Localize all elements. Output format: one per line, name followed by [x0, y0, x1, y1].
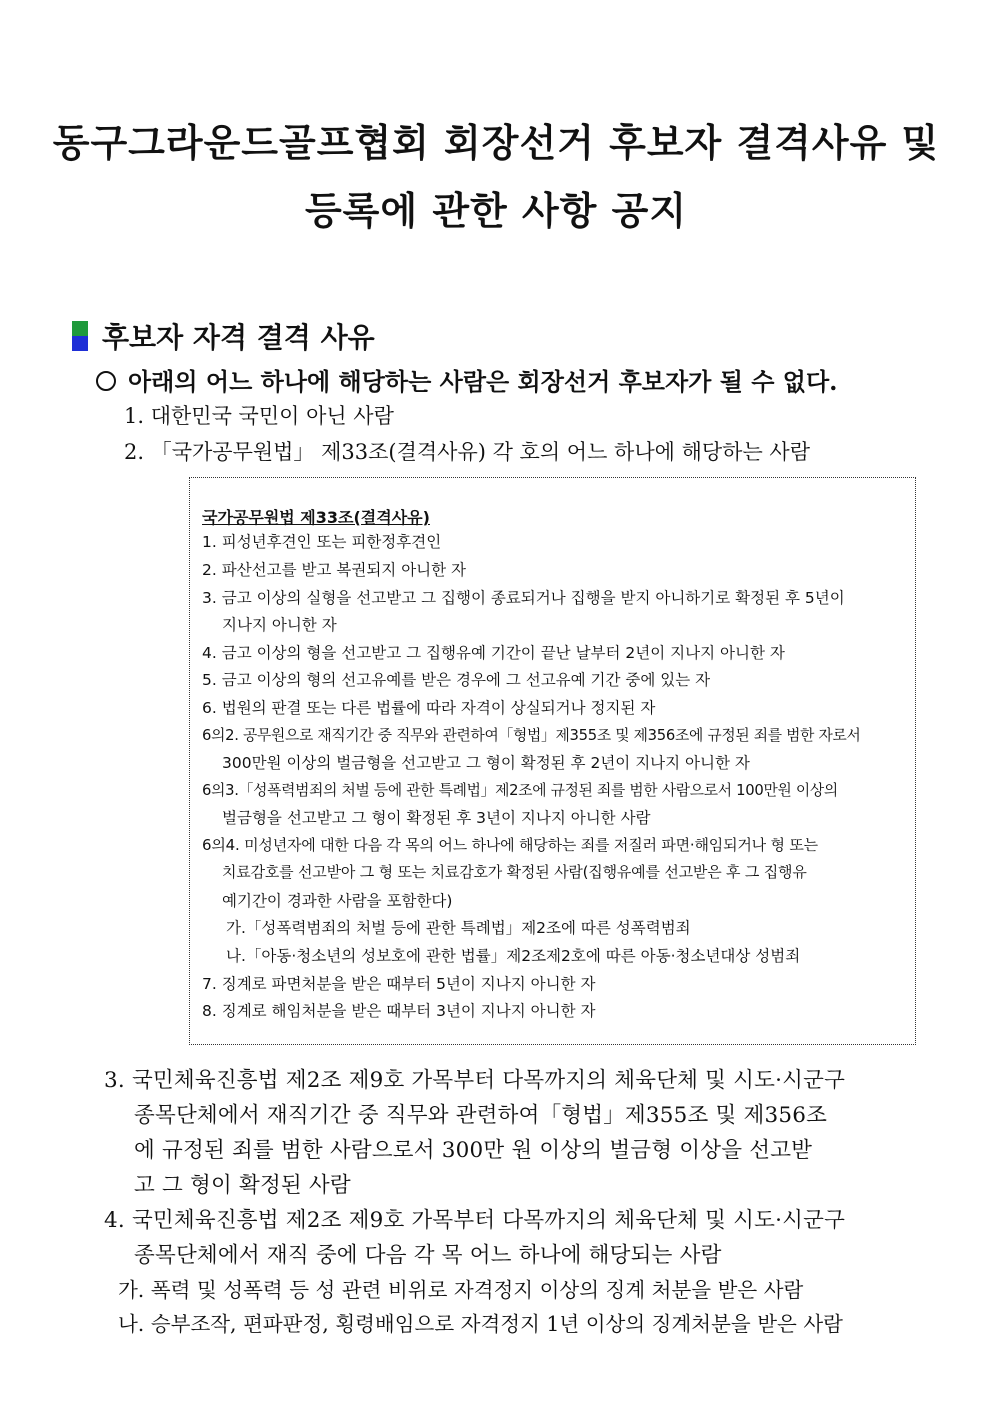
box-line: 4. 금고 이상의 형을 선고받고 그 집행유예 기간이 끝난 날부터 2년이 지나지 아니한 자	[202, 644, 785, 662]
box-line: 나.「아동·청소년의 성보호에 관한 법률」제2조제2호에 따른 아동·청소년대상 성범죄	[226, 947, 801, 965]
criteria-item-3-line: 3. 국민체육진흥법 제2조 제9호 가목부터 다목까지의 체육단체 및 시도·시군구	[104, 1068, 846, 1093]
criteria-item-3-line: 고 그 형이 확정된 사람	[134, 1173, 351, 1198]
criteria-item-2: 2. 「국가공무원법」 제33조(결격사유) 각 호의 어느 하나에 해당하는 사람	[124, 440, 810, 464]
criteria-item-1: 1. 대한민국 국민이 아닌 사람	[124, 404, 394, 428]
criteria-item-4-sub: 가. 폭력 및 성폭력 등 성 관련 비위로 자격정지 이상의 징계 처분을 받은 사람	[118, 1278, 804, 1302]
box-line: 6. 법원의 판결 또는 다른 법률에 따라 자격이 상실되거나 정지된 자	[202, 699, 656, 717]
box-line: 1. 피성년후견인 또는 피한정후견인	[202, 533, 442, 551]
section-marker-icon	[72, 321, 88, 351]
box-line: 5. 금고 이상의 형의 선고유예를 받은 경우에 그 선고유예 기간 중에 있는 자	[202, 671, 711, 689]
box-line: 예기간이 경과한 사람을 포함한다)	[222, 892, 453, 910]
box-title: 국가공무원법 제33조(결격사유)	[202, 508, 430, 527]
intro-text: 아래의 어느 하나에 해당하는 사람은 회장선거 후보자가 될 수 없다.	[128, 367, 838, 396]
criteria-item-4-line: 4. 국민체육진흥법 제2조 제9호 가목부터 다목까지의 체육단체 및 시도·시군구	[104, 1208, 846, 1233]
circle-bullet-icon	[96, 371, 116, 391]
box-line: 8. 징계로 해임처분을 받은 때부터 3년이 지나지 아니한 자	[202, 1002, 596, 1020]
page-title-line-1: 동구그라운드골프협회 회장선거 후보자 결격사유 및	[52, 121, 940, 165]
box-line: 3. 금고 이상의 실형을 선고받고 그 집행이 종료되거나 집행을 받지 아니하기로 확정된 후 5년이	[202, 589, 845, 607]
section-title: 후보자 자격 결격 사유	[102, 321, 375, 354]
box-line: 치료감호를 선고받아 그 형 또는 치료감호가 확정된 사람(집행유예를 선고받은 후 그 집행유	[222, 863, 807, 881]
box-line: 7. 징계로 파면처분을 받은 때부터 5년이 지나지 아니한 자	[202, 975, 596, 993]
box-line: 6의3.「성폭력범죄의 처벌 등에 관한 특례법」제2조에 규정된 죄를 범한 사람으로서 100만원 이상의	[202, 782, 838, 799]
box-line: 2. 파산선고를 받고 복권되지 아니한 자	[202, 561, 467, 579]
page-title-line-2: 등록에 관한 사항 공지	[304, 189, 688, 233]
box-line: 6의2. 공무원으로 재직기간 중 직무와 관련하여「형법」제355조 및 제356조에 규정된 죄를 범한 자로서	[202, 727, 861, 744]
box-line: 벌금형을 선고받고 그 형이 확정된 후 3년이 지나지 아니한 사람	[222, 809, 651, 827]
box-line: 지나지 아니한 자	[222, 616, 337, 634]
law-excerpt-box	[189, 477, 916, 1045]
criteria-item-4-line: 종목단체에서 재직 중에 다음 각 목 어느 하나에 해당되는 사람	[134, 1243, 722, 1268]
criteria-item-3-line: 에 규정된 죄를 범한 사람으로서 300만 원 이상의 벌금형 이상을 선고받	[134, 1138, 813, 1163]
section-heading	[72, 316, 375, 356]
criteria-item-4-sub: 나. 승부조작, 편파판정, 횡령배임으로 자격정지 1년 이상의 징계처분을 받은 사람	[118, 1312, 843, 1336]
intro-statement	[96, 362, 838, 397]
box-line: 가.「성폭력범죄의 처벌 등에 관한 특례법」제2조에 따른 성폭력범죄	[226, 919, 691, 937]
criteria-item-3-line: 종목단체에서 재직기간 중 직무와 관련하여「형법」제355조 및 제356조	[134, 1103, 828, 1128]
box-line: 300만원 이상의 벌금형을 선고받고 그 형이 확정된 후 2년이 지나지 아니한 자	[222, 754, 750, 772]
box-line: 6의4. 미성년자에 대한 다음 각 목의 어느 하나에 해당하는 죄를 저질러 파면·해임되거나 형 또는	[202, 836, 818, 854]
